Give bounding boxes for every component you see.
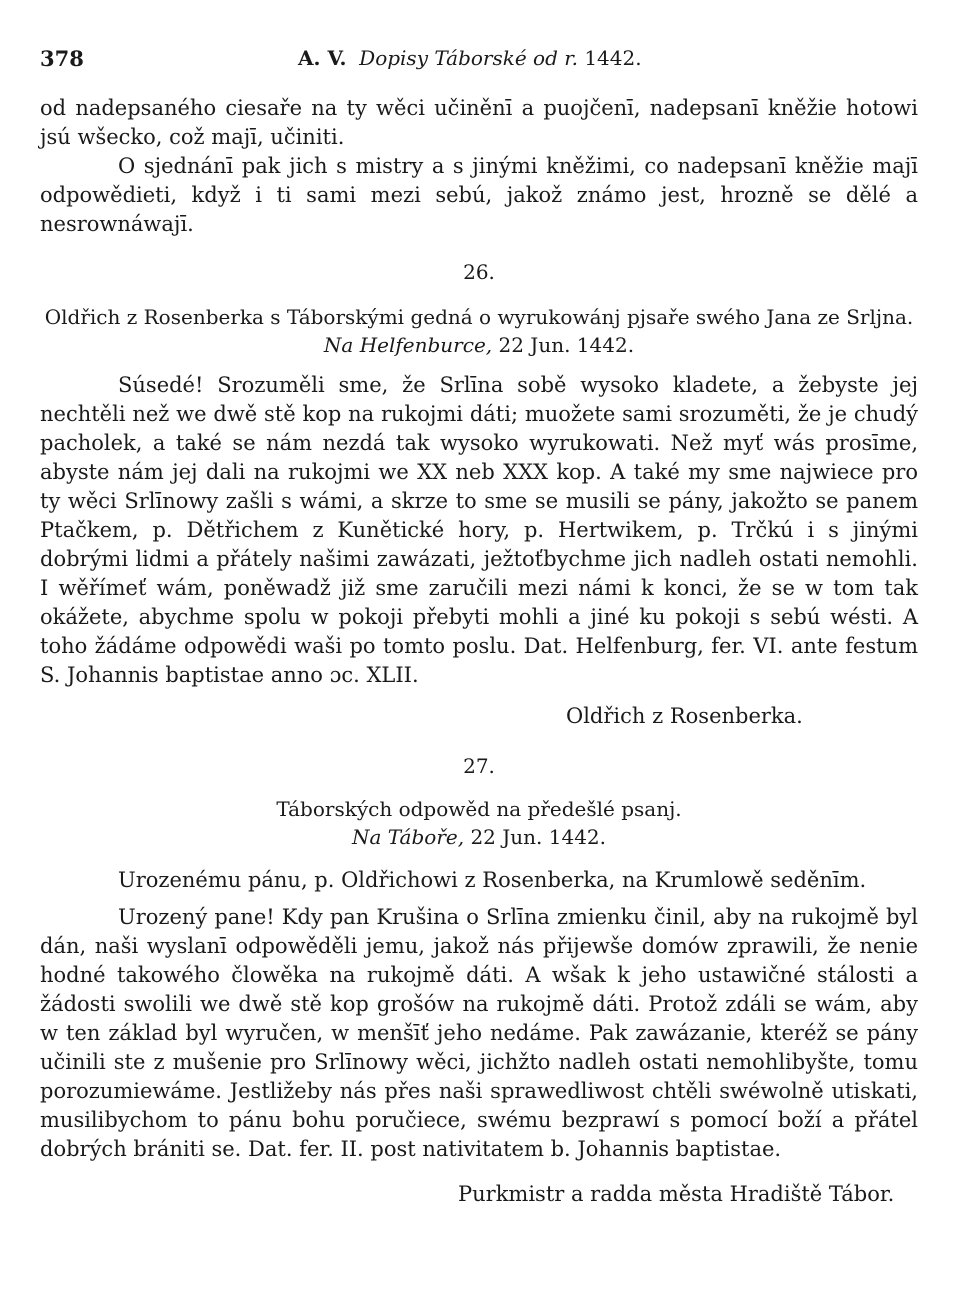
page-number: 378 (40, 46, 84, 71)
letter-27-date (40, 823, 918, 851)
series-label: A. V. (298, 46, 347, 70)
letter-27-place: Na Táboře, (351, 825, 465, 849)
letter-27-signature: Purkmistr a radda města Hradiště Tábor. (458, 1182, 895, 1206)
letter-27-number: 27. (463, 754, 495, 778)
letter-26-date (40, 331, 918, 359)
intro-paragraph: od nadepsaného ciesaře na ty wěci učiněnī a puojčenī, nadepsanī kněžie hotowi jsú wšecko, což majī, učiniti. (40, 96, 918, 149)
letter-27-body: Urozený pane! Kdy pan Krušina o Srlīna zmienku činil, aby na rukojmě byl dán, naši wyslanī odpowěděli jemu, jakož nás přijewše domów zprawili, že nenie hodné takowého člowěka na rukojmě dáti. A wšak k jeho ustawičné stálosti a žádosti swolili we dwě stě kop grošów na rukojmě dáti. Protož zdáli se wám, aby w ten základ byl wyručen, w menšīť jeho nedáme. Pak zawázanie, kteréž se pány učinili ste z mušenie pro Srlīnowy wěci, jichžto nadleh ostati nemohlibyšte, tomu porozumiewáme. Jestližeby nás přes naši sprawedliwost chtěli swéwolně utiskati, musilibychom to pánu bohu poručiece, swému bezprawí s pomocí boží a přátel dobrých brániti se. Dat. fer. II. post nativitatem b. Johannis baptistae. (40, 905, 918, 1161)
letter-26-summary: Oldřich z Rosenberka s Táborskými gedná o wyrukowánj pjsaře swého Jana ze Srljna. (44, 305, 914, 329)
letter-26-signature: Oldřich z Rosenberka. (566, 704, 803, 728)
running-title (298, 46, 642, 70)
letter-27-address: Urozenému pánu, p. Oldřichowi z Rosenberka, na Krumlowě seděnīm. (118, 868, 867, 892)
letter-26-body: Súsedé! Srozuměli sme, že Srlīna sobě wysoko kladete, a žebyste jej nechtěli než we dwě stě kop na rukojmi dáti; muožete sami srozuměti, že je chudý pacholek, a také se nám nezdá tak wysoko wyrukowati. Než myť wás prosīme, abyste nám jej dali na rukojmi we XX neb XXX kop. A také my sme najwiece pro ty wěci Srlīnowy zašli s wámi, a skrze to sme se musili se pány, jakožto se panem Ptačkem, p. Dětřichem z Kunětické hory, p. Hertwikem, p. Trčkú i s jinými dobrými lidmi a přátely našimi zawázati, ježtoťbychme jich nadleh ostati nemohli. I wěřímeť wám, poněwadž již sme zaručili mezi námi k konci, že se w tom tak okážete, abychme spolu w pokoji přebyti mohli a jiné ku pokoji s sebú wésti. A toho žádáme odpowědi waši po tomto poslu. Dat. Helfenburg, fer. VI. ante festum S. Johannis baptistae anno ɔc. XLII. (40, 373, 918, 687)
letter-27-date-rest: 22 Jun. 1442. (470, 825, 606, 849)
header-title: Dopisy Táborské od r. (359, 46, 578, 70)
letter-26-date-rest: 22 Jun. 1442. (498, 333, 635, 357)
running-header (40, 46, 920, 80)
header-year: 1442. (584, 46, 642, 70)
letter-27-summary: Táborských odpowěd na předešlé psanj. (276, 797, 682, 821)
letter-26-place: Na Helfenburce, (323, 333, 493, 357)
letter-26-number: 26. (463, 260, 495, 284)
intro-paragraph: O sjednánī pak jich s mistry a s jinými kněžimi, co nadepsanī kněžie majī odpowědieti, když i ti sami mezi sebú, jakož známo jest, hrozně se dělé a nesrownáwajī. (40, 154, 918, 236)
